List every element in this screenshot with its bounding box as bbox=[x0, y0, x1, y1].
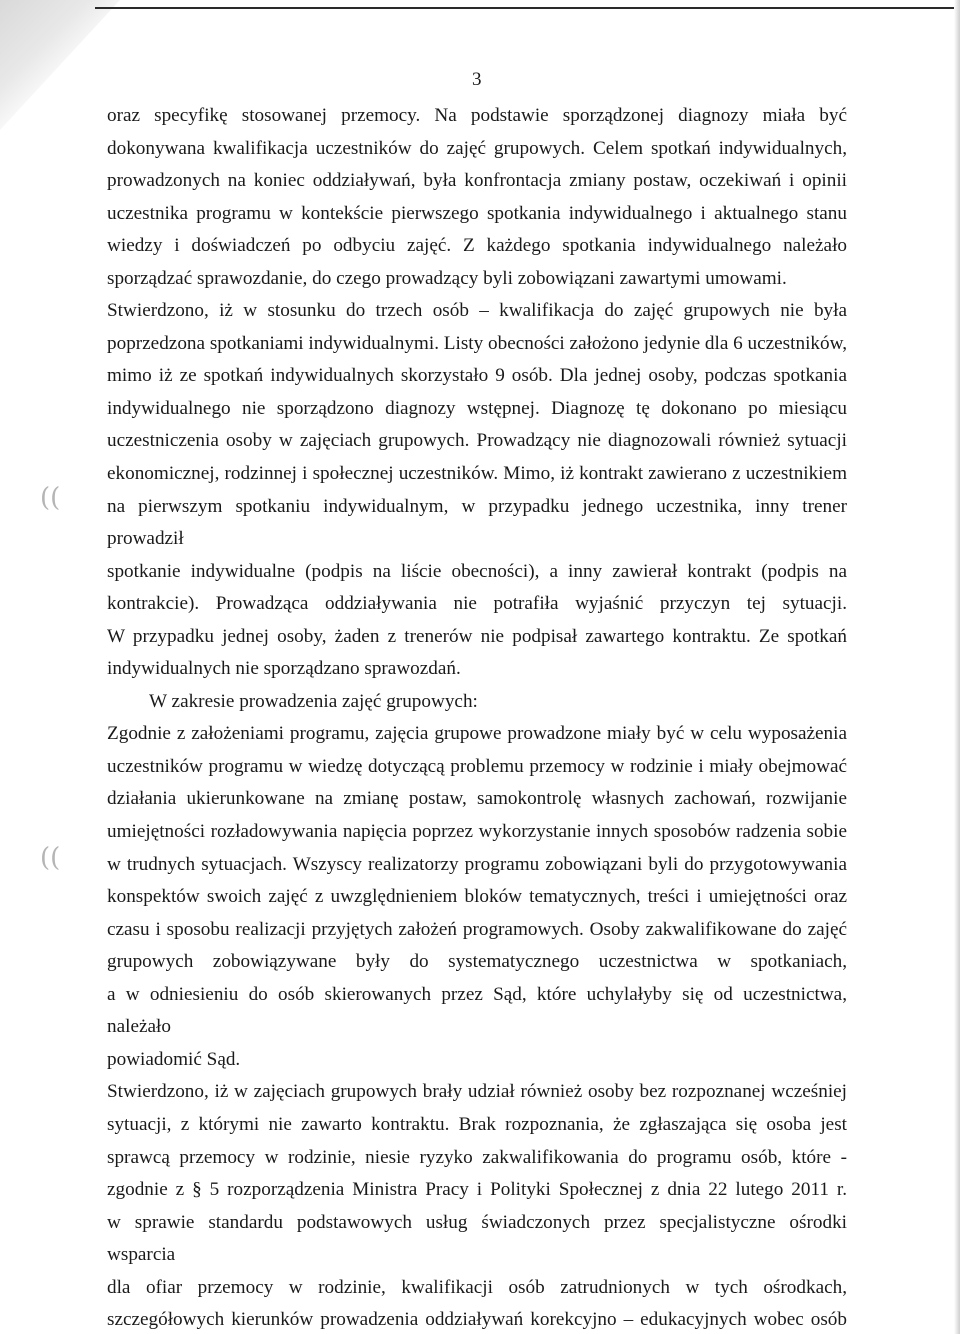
text-line: powiadomić Sąd. bbox=[107, 1048, 241, 1070]
text-line: w sprawie standardu podstawowych usług świadczonych przez specjalistyczne ośrodki wsparcia bbox=[107, 1211, 847, 1266]
text-line: indywidualnych nie sporządzano sprawozdań. bbox=[107, 658, 461, 680]
text-line: W zakresie prowadzenia zajęć grupowych: bbox=[149, 690, 478, 712]
text-line: zgodnie z § 5 rozporządzenia Ministra Pracy i Polityki Społecznej z dnia 22 lutego 2011 r. bbox=[107, 1179, 847, 1201]
text-line: poprzedzona spotkaniami indywidualnymi. Listy obecności założono jedynie dla 6 uczestników, bbox=[107, 332, 847, 354]
text-line: oraz specyfikę stosowanej przemocy. Na podstawie sporządzonej diagnozy miała być bbox=[107, 105, 847, 126]
scan-top-edge bbox=[95, 7, 960, 9]
text-line: na pierwszym spotkaniu indywidualnym, w przypadku jednego uczestnika, inny trener prowadził bbox=[107, 495, 847, 550]
text-line: czasu i sposobu realizacji przyjętych założeń programowych. Osoby zakwalifikowane do zajęć bbox=[107, 918, 847, 940]
text-line: sprawcą przemocy w rodzinie, niesie ryzyko zakwalifikowania do programu osób, które - bbox=[107, 1146, 847, 1168]
text-line: W przypadku jednej osoby, żaden z trenerów nie podpisał zawartego kontraktu. Ze spotkań bbox=[107, 625, 847, 647]
scan-corner-shadow bbox=[0, 0, 120, 130]
text-line: uczestnika programu w kontekście pierwszego spotkania indywidualnego i aktualnego stanu bbox=[107, 202, 847, 224]
text-line: sporządzać sprawozdanie, do czego prowadzący byli zobowiązani zawartymi umowami. bbox=[107, 267, 787, 289]
text-line: w trudnych sytuacjach. Wszyscy realizatorzy programu zobowiązani byli do przygotowywania bbox=[107, 853, 847, 875]
text-line: Stwierdzono, iż w stosunku do trzech osób – kwalifikacja do zajęć grupowych nie była bbox=[107, 300, 847, 322]
scan-right-edge bbox=[954, 0, 960, 1334]
text-line: konspektów swoich zajęć z uwzględnieniem bloków tematycznych, treści i umiejętności oraz bbox=[107, 886, 847, 908]
text-line: uczestniczenia osoby w zajęciach grupowych. Prowadzący nie diagnozowali również sytuacji bbox=[107, 430, 847, 452]
text-line: ekonomicznej, rodzinnej i społecznej uczestników. Mimo, iż kontrakt zawierano z uczestnikiem bbox=[107, 463, 847, 485]
text-line: Stwierdzono, iż w zajęciach grupowych brały udział również osoby bez rozpoznanej wcześniej bbox=[107, 1081, 847, 1103]
text-line: umiejętności rozładowywania napięcia poprzez wykorzystanie innych sposobów radzenia sobie bbox=[107, 821, 847, 843]
text-line: Zgodnie z założeniami programu, zajęcia grupowe prowadzone miały być w celu wyposażenia bbox=[107, 723, 847, 745]
text-line: grupowych zobowiązywane były do systematycznego uczestnictwa w spotkaniach, bbox=[107, 951, 847, 973]
text-line: uczestników programu w wiedzę dotyczącą problemu przemocy w rodzinie i miały obejmować bbox=[107, 755, 847, 777]
text-line: szczegółowych kierunków prowadzenia oddziaływań korekcyjno – edukacyjnych wobec osób bbox=[107, 1309, 847, 1331]
document-body bbox=[107, 100, 847, 1334]
text-line: mimo iż ze spotkań indywidualnych skorzystało 9 osób. Dla jednej osoby, podczas spotkania bbox=[107, 365, 847, 387]
text-line: kontrakcie). Prowadząca oddziaływania nie potrafiła wyjaśnić przyczyn tej sytuacji. bbox=[107, 593, 847, 615]
text-line: prowadzonych na koniec oddziaływań, była konfrontacja zmiany postaw, oczekiwań i opinii bbox=[107, 170, 847, 192]
text-line: działania ukierunkowane na zmianę postaw, samokontrolę własnych zachowań, rozwijanie bbox=[107, 788, 847, 810]
text-line: wiedzy i doświadczeń po odbyciu zajęć. Z każdego spotkania indywidualnego należało bbox=[107, 235, 847, 257]
text-line: spotkanie indywidualne (podpis na liście obecności), a inny zawierał kontrakt (podpis na bbox=[107, 560, 847, 582]
text-line: sytuacji, z którymi nie zawarto kontraktu. Brak rozpoznania, że zgłaszająca się osoba jest bbox=[107, 1113, 847, 1135]
text-line: dla ofiar przemocy w rodzinie, kwalifikacji osób zatrudnionych w tych ośrodkach, bbox=[107, 1276, 847, 1298]
text-line: dokonywana kwalifikacja uczestników do zajęć grupowych. Celem spotkań indywidualnych, bbox=[107, 137, 847, 159]
page-number: 3 bbox=[472, 69, 482, 90]
margin-punch-mark-icon: (( bbox=[40, 843, 61, 873]
text-line: a w odniesieniu do osób skierowanych przez Sąd, które uchylałyby się od uczestnictwa, należało bbox=[107, 983, 847, 1038]
margin-punch-mark-icon: (( bbox=[40, 483, 61, 513]
text-line: indywidualnego nie sporządzono diagnozy wstępnej. Diagnozę tę dokonano po miesiącu bbox=[107, 397, 847, 419]
